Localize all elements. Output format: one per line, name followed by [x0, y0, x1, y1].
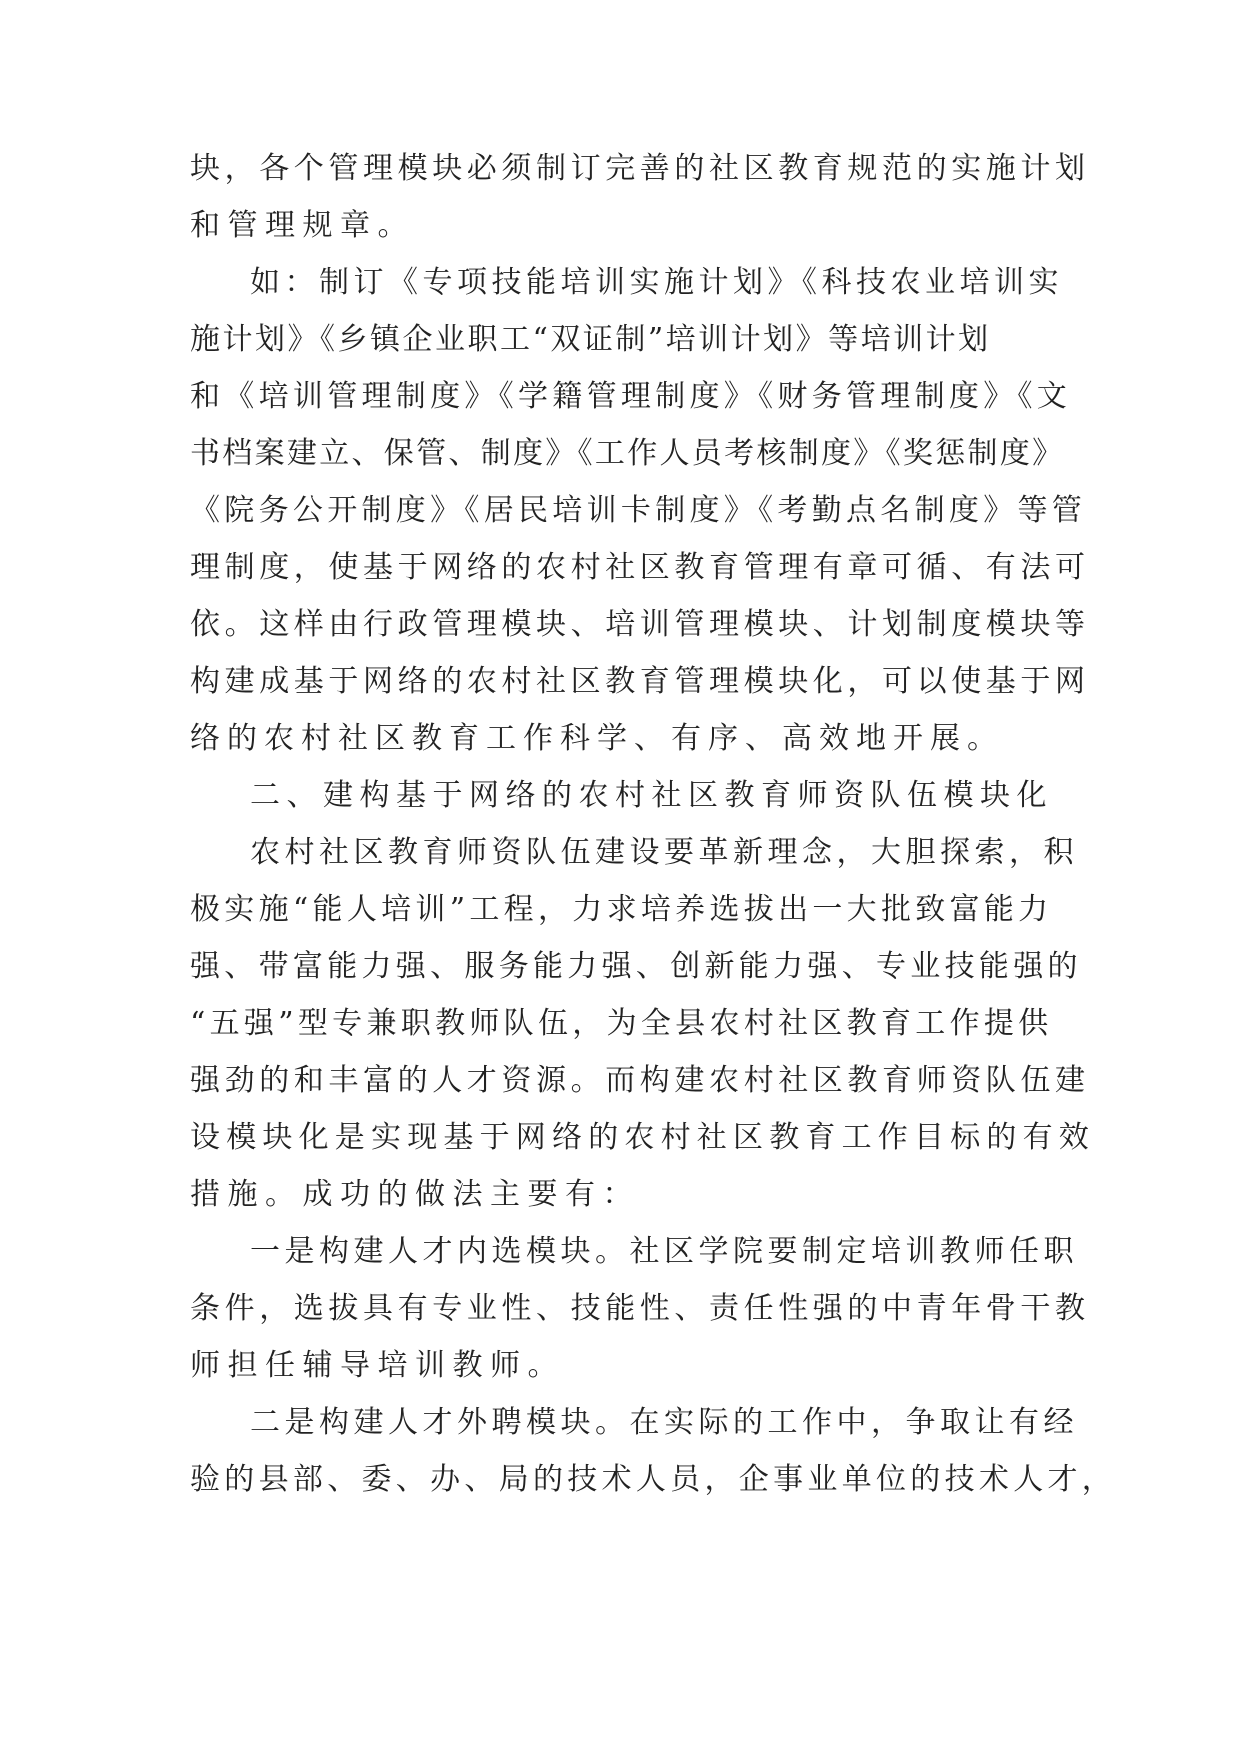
text-line-17: 强劲的和丰富的人才资源。而构建农村社区教育师资队伍建: [190, 1063, 1090, 1098]
text-line-23: 二是构建人才外聘模块。在实际的工作中，争取让有经: [250, 1405, 1078, 1440]
text-line-9: 依。这样由行政管理模块、培训管理模块、计划制度模块等: [190, 607, 1090, 642]
text-line-24: 验的县部、委、办、局的技术人员，企事业单位的技术人才，: [190, 1462, 1117, 1497]
text-line-21: 条件，选拔具有专业性、技能性、责任性强的中青年骨干教: [190, 1291, 1090, 1326]
text-line-4: 施计划》《乡镇企业职工“双证制”培训计划》等培训计划: [190, 322, 991, 357]
text-line-10: 构建成基于网络的农村社区教育管理模块化，可以使基于网: [190, 664, 1090, 699]
text-line-8: 理制度，使基于网络的农村社区教育管理有章可循、有法可: [190, 550, 1090, 585]
text-line-5: 和《培训管理制度》《学籍管理制度》《财务管理制度》《文: [190, 379, 1072, 414]
text-line-2: 和管理规章。: [190, 208, 415, 243]
text-line-1: 块，各个管理模块必须制订完善的社区教育规范的实施计划: [190, 151, 1090, 186]
text-line-3: 如：制订《专项技能培训实施计划》《科技农业培训实: [250, 265, 1063, 300]
text-line-7: 《院务公开制度》《居民培训卡制度》《考勤点名制度》等管: [190, 493, 1087, 528]
text-line-18: 设模块化是实现基于网络的农村社区教育工作目标的有效: [190, 1120, 1095, 1155]
text-line-20: 一是构建人才内选模块。社区学院要制定培训教师任职: [250, 1234, 1078, 1269]
text-line-16: “五强”型专兼职教师队伍，为全县农村社区教育工作提供: [190, 1006, 1053, 1041]
section-heading-2: 二、建构基于网络的农村社区教育师资队伍模块化: [250, 778, 1053, 813]
text-line-6: 书档案建立、保管、制度》《工作人员考核制度》《奖惩制度》: [190, 436, 1065, 471]
text-line-11: 络的农村社区教育工作科学、有序、高效地开展。: [190, 721, 1004, 756]
text-line-19: 措施。成功的做法主要有：: [190, 1177, 640, 1212]
text-line-15: 强、带富能力强、服务能力强、创新能力强、专业技能强的: [190, 949, 1082, 984]
text-line-14: 极实施“能人培训”工程，力求培养选拔出一大批致富能力: [190, 892, 1053, 927]
text-line-13: 农村社区教育师资队伍建设要革新理念，大胆探索，积: [250, 835, 1078, 870]
text-line-22: 师担任辅导培训教师。: [190, 1348, 565, 1383]
